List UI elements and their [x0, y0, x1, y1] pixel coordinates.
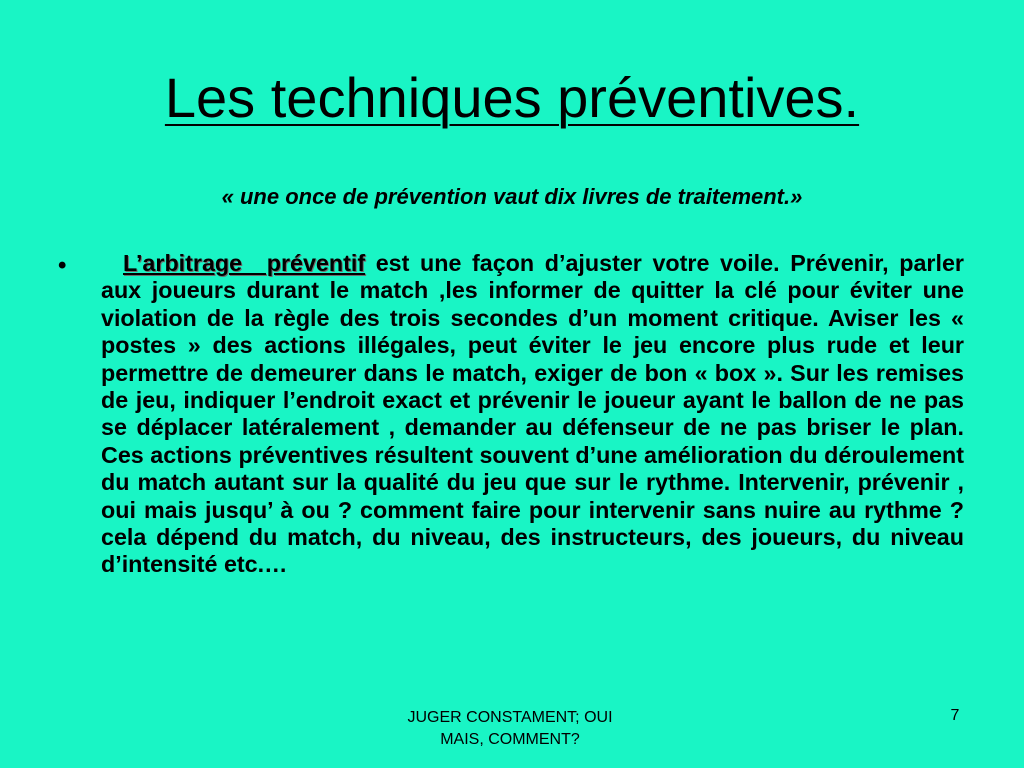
slide-title-text: Les techniques préventives.	[164, 66, 860, 129]
slide-quote: « une once de prévention vaut dix livres de traitement.»	[221, 184, 803, 209]
bullet-term: L’arbitrage préventif	[123, 250, 366, 276]
bullet-body: est une façon d’ajuster votre voile. Prévenir, parler aux joueurs durant le match ,les informer de quitter la clé pour éviter une violation de la règle des trois secondes d’un moment critique. Aviser les « postes » des actions illégales, peut éviter le jeu encore plus rude et leur permettre de demeurer dans le match, exiger de bon « box ». Sur les remises de jeu, indiquer l’endroit exact et prévenir le joueur ayant le ballon de ne pas se déplacer latéralement , demander au défenseur de ne pas briser le plan. Ces actions préventives résultent souvent d’une amélioration du déroulement du match autant sur la qualité du jeu que sur le rythme. Intervenir, prévenir , oui mais jusqu’ à ou ? comment faire pour intervenir sans nuire au rythme ? cela dépend du match, du niveau, des instructeurs, des joueurs, du niveau d’intensité etc.…	[101, 250, 964, 578]
bullet-item	[58, 250, 964, 579]
slide-footer	[360, 707, 660, 751]
bullet-marker: •	[58, 252, 67, 279]
page-number: 7	[950, 707, 960, 724]
footer-line-1: JUGER CONSTAMENT; OUI	[407, 709, 613, 726]
footer-line-2: MAIS, COMMENT?	[440, 731, 580, 748]
bullet-text	[101, 250, 964, 579]
slide-title	[0, 62, 1024, 134]
